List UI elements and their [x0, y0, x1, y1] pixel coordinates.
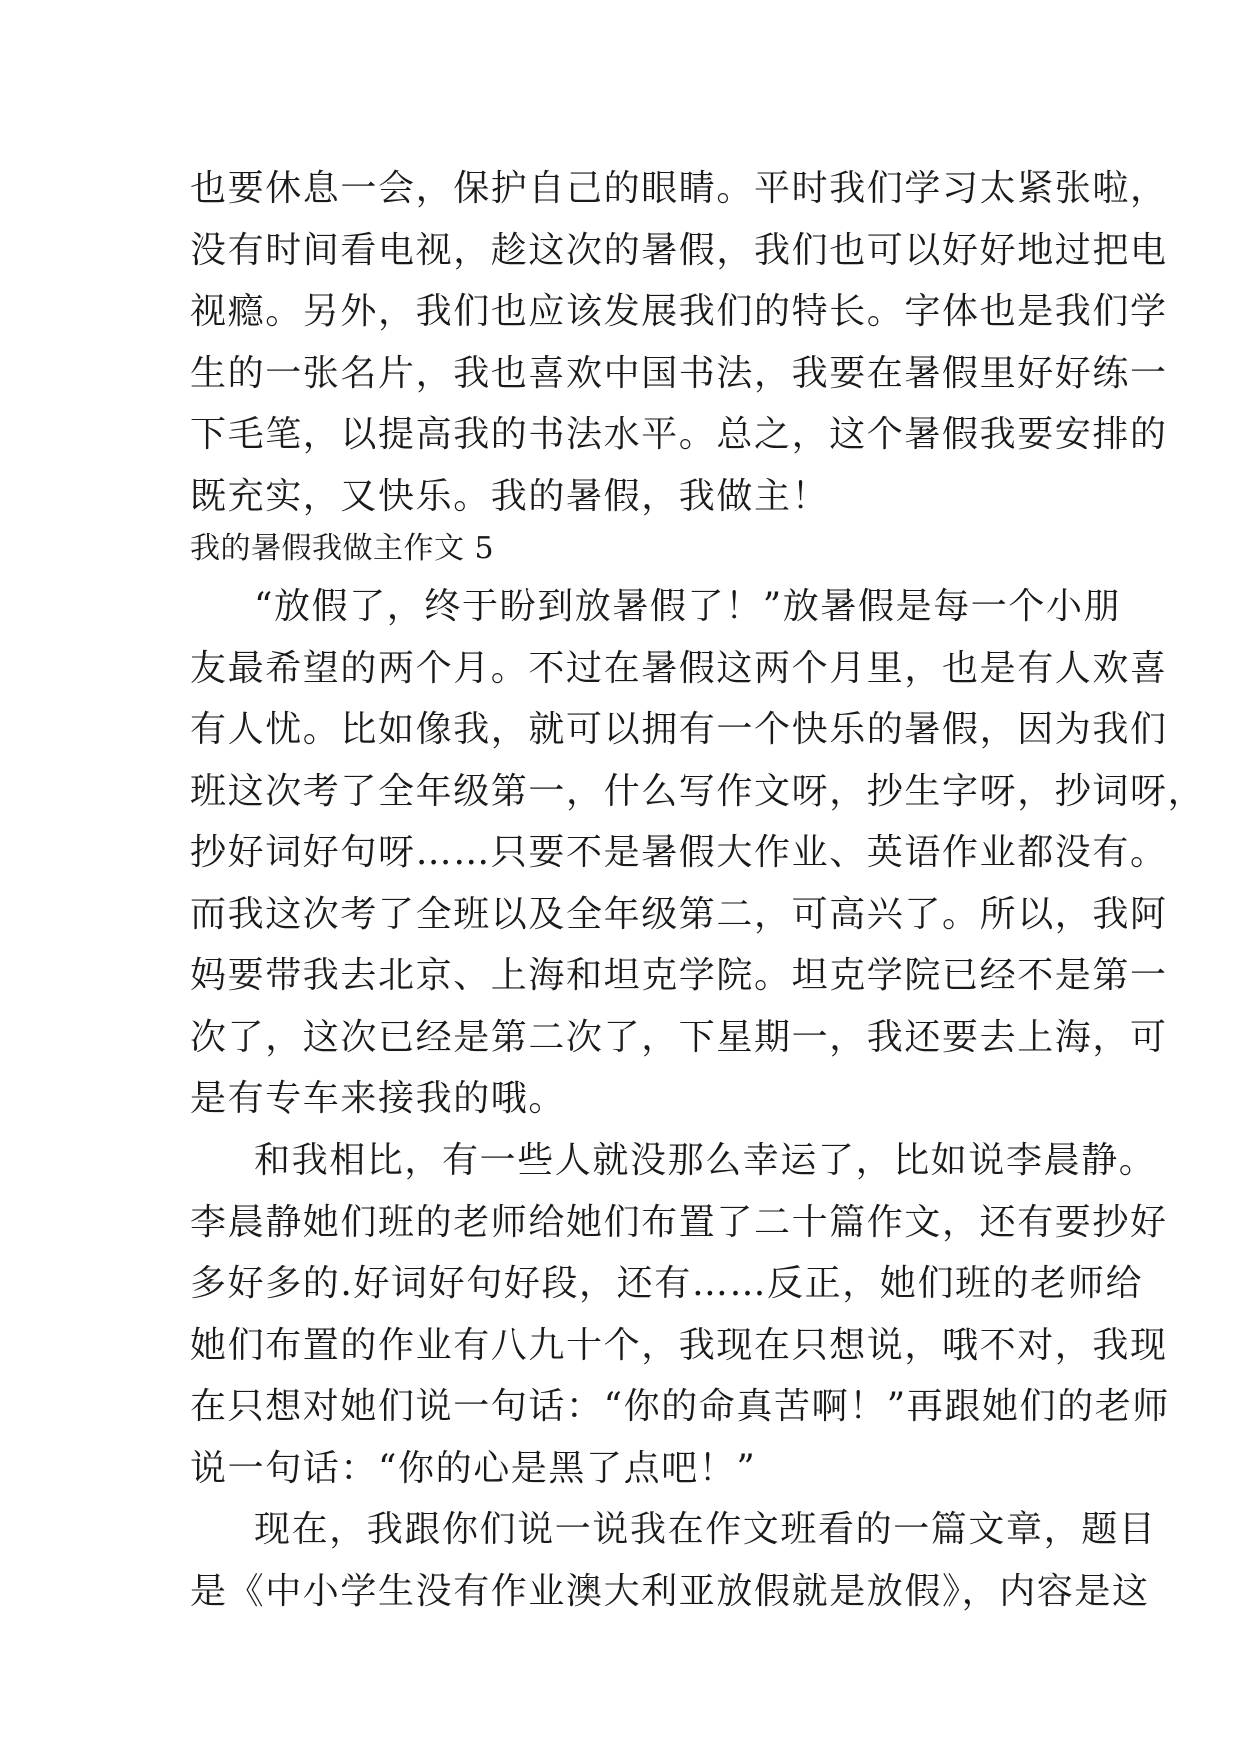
- text-line: 而我这次考了全班以及全年级第二，可高兴了。所以，我阿: [190, 893, 1168, 935]
- text-line: 下毛笔，以提高我的书法水平。总之，这个暑假我要安排的: [190, 414, 1168, 455]
- text-line: 李晨静她们班的老师给她们布置了二十篇作文，还有要抄好: [190, 1201, 1168, 1243]
- text-line: 既充实，又快乐。我的暑假，我做主！: [190, 475, 830, 517]
- paragraph-4: [190, 1499, 1157, 1622]
- text-line: 抄好词好句呀……只要不是暑假大作业、英语作业都没有。: [190, 832, 1168, 873]
- text-line: 没有时间看电视，趁这次的暑假，我们也可以好好地过把电: [190, 229, 1168, 271]
- paragraph-2: [190, 576, 1206, 1130]
- text-line: 次了，这次已经是第二次了，下星期一，我还要去上海，可: [190, 1016, 1168, 1058]
- text-line: 是《中小学生没有作业澳大利亚放假就是放假》，内容是这: [190, 1570, 1150, 1612]
- text-line: 班这次考了全年级第一，什么写作文呀，抄生字呀，抄词呀，: [190, 770, 1206, 812]
- text-line: 生的一张名片，我也喜欢中国书法，我要在暑假里好好练一: [190, 352, 1168, 394]
- text-line: 也要休息一会，保护自己的眼睛。平时我们学习太紧张啦，: [190, 168, 1168, 209]
- text-line: 现在，我跟你们说一说我在作文班看的一篇文章，题目: [254, 1509, 1157, 1550]
- text-line: 多好多的.好词好句好段，还有……反正，她们班的老师给: [190, 1263, 1144, 1304]
- text-line: 视瘾。另外，我们也应该发展我们的特长。字体也是我们学: [190, 291, 1168, 332]
- paragraph-3: [190, 1130, 1171, 1499]
- section-heading-block: [190, 521, 1055, 577]
- text-line: 和我相比，有一些人就没那么幸运了，比如说李晨静。: [254, 1140, 1157, 1181]
- text-line: 说一句话：“你的心是黑了点吧！”: [190, 1447, 757, 1489]
- text-line: 在只想对她们说一句话：“你的命真苦啊！”再跟她们的老师: [190, 1386, 1171, 1427]
- text-line: 友最希望的两个月。不过在暑假这两个月里，也是有人欢喜: [190, 647, 1168, 689]
- section-heading: 我的暑假我做主作文 5: [190, 531, 495, 566]
- paragraph-1: [190, 158, 1168, 527]
- text-line: 妈要带我去北京、上海和坦克学院。坦克学院已经不是第一: [190, 955, 1168, 996]
- text-line: “放假了，终于盼到放暑假了！”放暑假是每一个小朋: [254, 586, 1122, 627]
- text-line: 是有专车来接我的哦。: [190, 1078, 567, 1119]
- text-line: 她们布置的作业有八九十个，我现在只想说，哦不对，我现: [190, 1324, 1168, 1366]
- text-line: 有人忧。比如像我，就可以拥有一个快乐的暑假，因为我们: [190, 709, 1168, 750]
